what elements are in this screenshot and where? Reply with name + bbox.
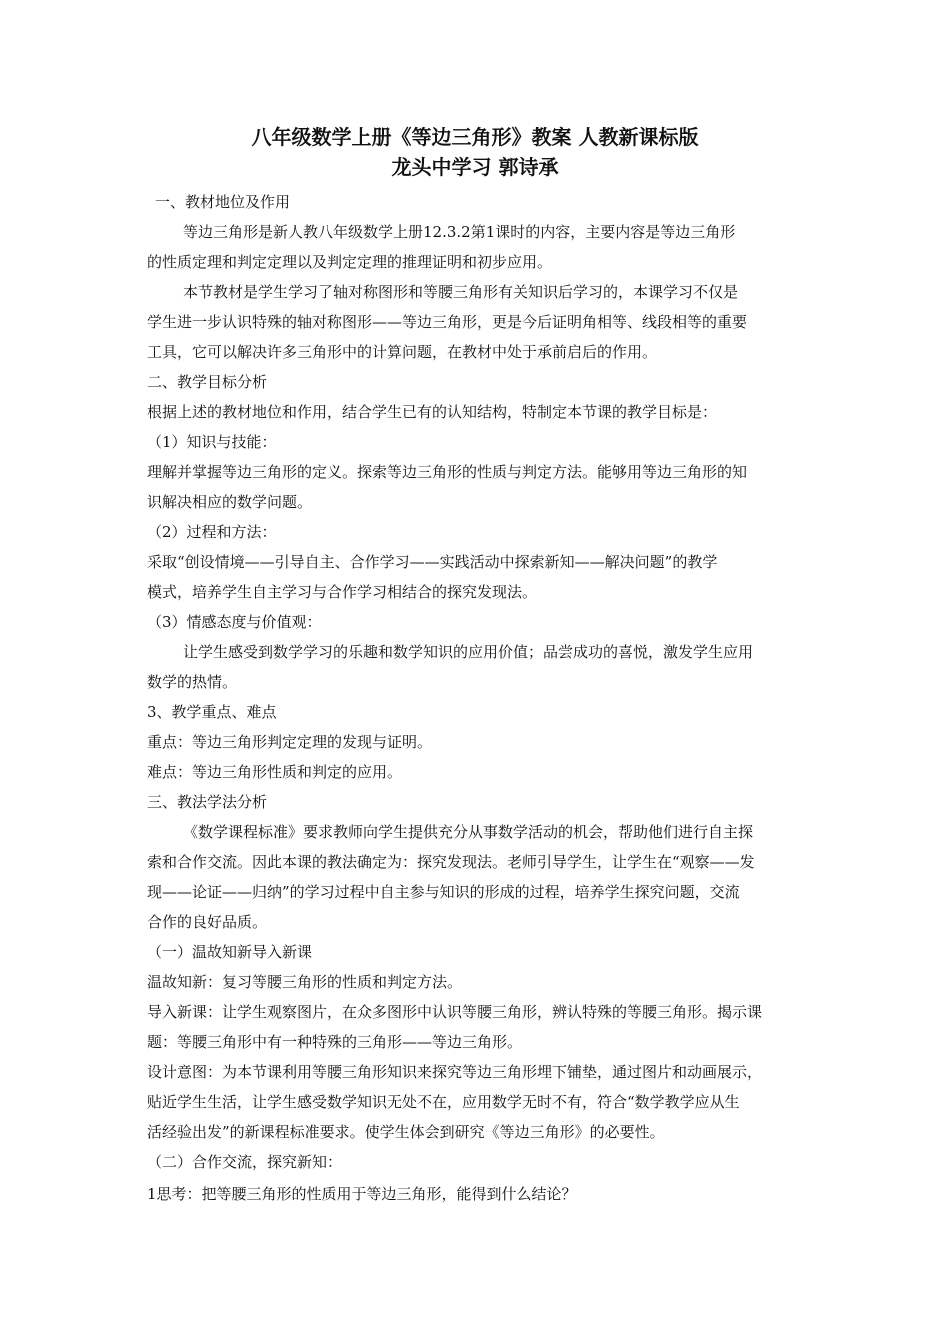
document-subtitle: 龙头中学习 郭诗承 (391, 155, 559, 179)
paragraph-line: 识解决相应的数学问题。 (147, 493, 313, 511)
subsection-heading: （2）过程和方法： (147, 523, 277, 541)
paragraph-line: 设计意图：为本节课利用等腰三角形知识来探究等边三角形埋下铺垫，通过图片和动画展示， (147, 1063, 763, 1081)
paragraph-line: 等边三角形是新人教八年级数学上册12.3.2第1课时的内容，主要内容是等边三角形 (183, 223, 736, 241)
section-heading: 二、教学目标分析 (147, 373, 268, 391)
paragraph-line: 难点：等边三角形性质和判定的应用。 (147, 763, 403, 781)
paragraph-line: 采取“创设情境——引导自主、合作学习——实践活动中探索新知——解决问题”的教学 (147, 553, 718, 571)
paragraph-line: 现——论证——归纳”的学习过程中自主参与知识的形成的过程，培养学生探究问题，交流 (147, 883, 740, 901)
paragraph-line: 活经验出发”的新课程标准要求。使学生体会到研究《等边三角形》的必要性。 (147, 1123, 665, 1141)
paragraph-line: 1思考：把等腰三角形的性质用于等边三角形，能得到什么结论？ (147, 1185, 577, 1203)
section-heading: 三、教法学法分析 (147, 793, 268, 811)
subsection-heading: （3）情感态度与价值观： (147, 613, 322, 631)
paragraph-line: 模式，培养学生自主学习与合作学习相结合的探究发现法。 (147, 583, 538, 601)
subsection-heading: （一）温故知新导入新课 (147, 943, 313, 961)
paragraph-line: 根据上述的教材地位和作用，结合学生已有的认知结构，特制定本节课的教学目标是： (147, 403, 718, 421)
paragraph-line: 《数学课程标准》要求教师向学生提供充分从事数学活动的机会，帮助他们进行自主探 (183, 823, 754, 841)
subsection-heading: （二）合作交流，探究新知： (147, 1153, 343, 1171)
document-body (147, 187, 812, 1209)
paragraph-line: 本节教材是学生学习了轴对称图形和等腰三角形有关知识后学习的，本课学习不仅是 (183, 283, 739, 301)
paragraph-line: 的性质定理和判定定理以及判定定理的推理证明和初步应用。 (147, 253, 553, 271)
paragraph-line: 温故知新：复习等腰三角形的性质和判定方法。 (147, 973, 463, 991)
section-heading: 一、教材地位及作用 (155, 193, 291, 211)
paragraph-line: 让学生感受到数学学习的乐趣和数学知识的应用价值；品尝成功的喜悦，激发学生应用 (183, 643, 754, 661)
paragraph-line: 题：等腰三角形中有一种特殊的三角形——等边三角形。 (147, 1033, 523, 1051)
subsection-heading: （1）知识与技能： (147, 433, 277, 451)
paragraph-line: 导入新课：让学生观察图片，在众多图形中认识等腰三角形，辨认特殊的等腰三角形。揭示课 (147, 1003, 763, 1021)
title-block (0, 122, 950, 182)
paragraph-line: 重点：等边三角形判定定理的发现与证明。 (147, 733, 433, 751)
paragraph-line: 工具，它可以解决许多三角形中的计算问题，在教材中处于承前启后的作用。 (147, 343, 658, 361)
document-title: 八年级数学上册《等边三角形》教案 人教新课标版 (251, 125, 699, 149)
paragraph-line: 数学的热情。 (147, 673, 238, 691)
paragraph-line: 学生进一步认识特殊的轴对称图形——等边三角形，更是今后证明角相等、线段相等的重要 (147, 313, 748, 331)
paragraph-line: 合作的良好品质。 (147, 913, 268, 931)
section-heading: 3、教学重点、难点 (147, 703, 277, 721)
paragraph-line: 贴近学生生活，让学生感受数学知识无处不在，应用数学无时不有，符合“数学教学应从生 (147, 1093, 740, 1111)
paragraph-line: 索和合作交流。因此本课的教法确定为：探究发现法。老师引导学生，让学生在“观察——发 (147, 853, 755, 871)
paragraph-line: 理解并掌握等边三角形的定义。探索等边三角形的性质与判定方法。能够用等边三角形的知 (147, 463, 748, 481)
